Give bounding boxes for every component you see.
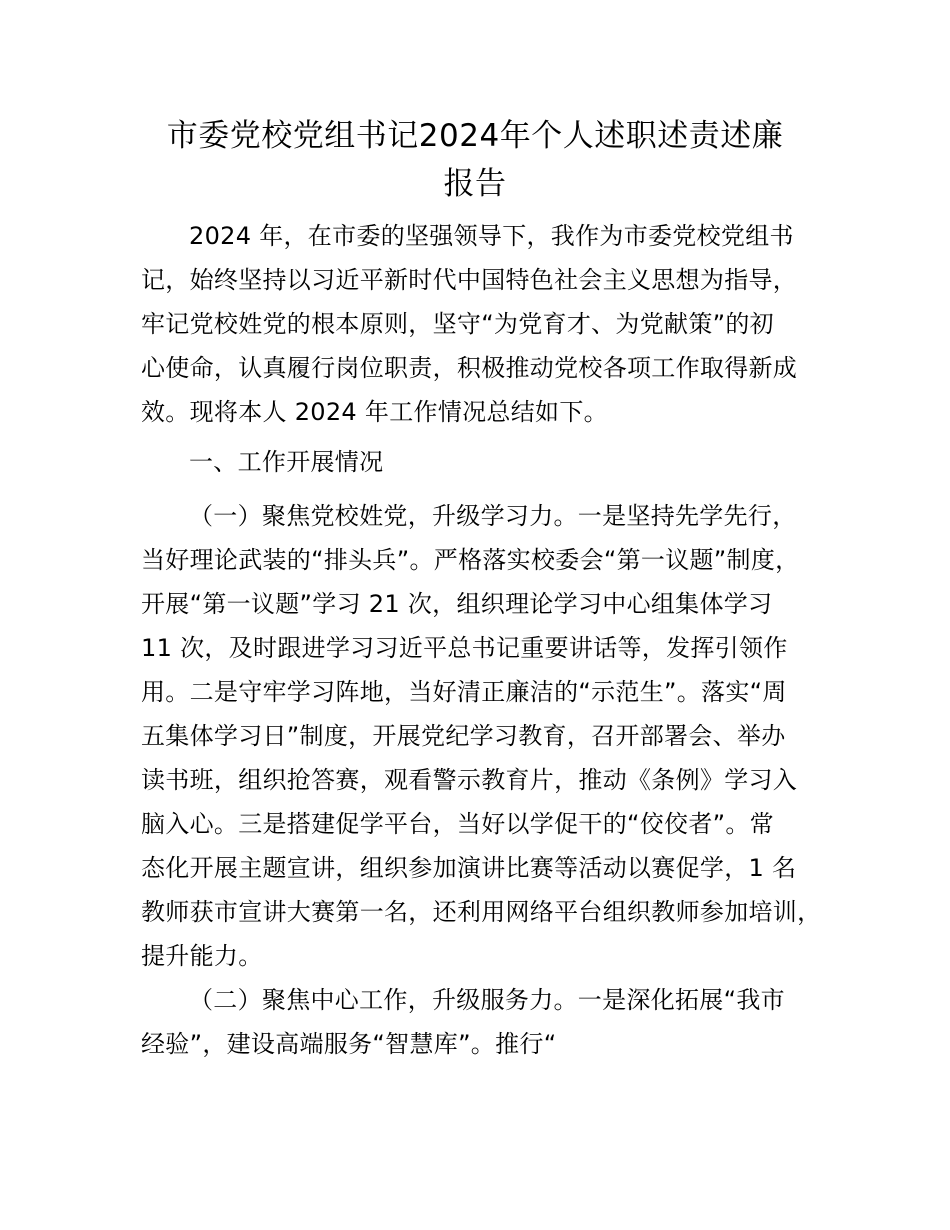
text-line: 五集体学习日”制度，开展党纪学习教育，召开部署会、举办 bbox=[141, 722, 786, 750]
text-line: 当好理论武装的“排头兵”。严格落实校委会“第一议题”制度， bbox=[141, 546, 800, 574]
text-line: （一）聚焦党校姓党，升级学习力。一是坚持先学先行， bbox=[189, 502, 797, 530]
text-line: 牢记党校姓党的根本原则，坚守“为党育才、为党献策”的初 bbox=[141, 310, 774, 338]
text-line: 开展“第一议题”学习 21 次，组织理论学习中心组集体学习 bbox=[141, 590, 773, 618]
text-line: 2024 年，在市委的坚强领导下，我作为市委党校党组书 bbox=[189, 222, 794, 250]
paragraph-intro bbox=[141, 214, 821, 434]
title-line: 报告 bbox=[443, 166, 507, 202]
text-line: 读书班，组织抢答赛，观看警示教育片，推动《条例》学习入 bbox=[141, 766, 798, 794]
text-line: 记，始终坚持以习近平新时代中国特色社会主义思想为指导， bbox=[141, 266, 798, 294]
text-line: 教师获市宣讲大赛第一名，还利用网络平台组织教师参加培训， bbox=[141, 898, 822, 926]
text-line: 经验”，建设高端服务“智慧库”。推行“ bbox=[141, 1030, 557, 1058]
title-line: 市委党校党组书记2024年个人述职述责述廉 bbox=[166, 118, 784, 154]
text-line: 提升能力。 bbox=[141, 942, 263, 970]
text-line: 态化开展主题宣讲，组织参加演讲比赛等活动以赛促学，1 名 bbox=[141, 854, 797, 882]
text-line: （二）聚焦中心工作，升级服务力。一是深化拓展“我市 bbox=[189, 986, 785, 1014]
text-line: 脑入心。三是搭建促学平台，当好以学促干的“佼佼者”。常 bbox=[141, 810, 774, 838]
document-title bbox=[120, 112, 830, 208]
text-line: 用。二是守牢学习阵地，当好清正廉洁的“示范生”。落实“周 bbox=[141, 678, 787, 706]
section-heading bbox=[141, 440, 821, 484]
text-line: 心使命，认真履行岗位职责，积极推动党校各项工作取得新成 bbox=[141, 354, 798, 382]
text-line: 一、工作开展情况 bbox=[189, 448, 384, 476]
paragraph-section-2 bbox=[141, 978, 821, 1066]
text-line: 效。现将本人 2024 年工作情况总结如下。 bbox=[141, 398, 608, 426]
text-line: 11 次，及时跟进学习习近平总书记重要讲话等，发挥引领作 bbox=[141, 634, 788, 662]
paragraph-section-1 bbox=[141, 494, 821, 978]
